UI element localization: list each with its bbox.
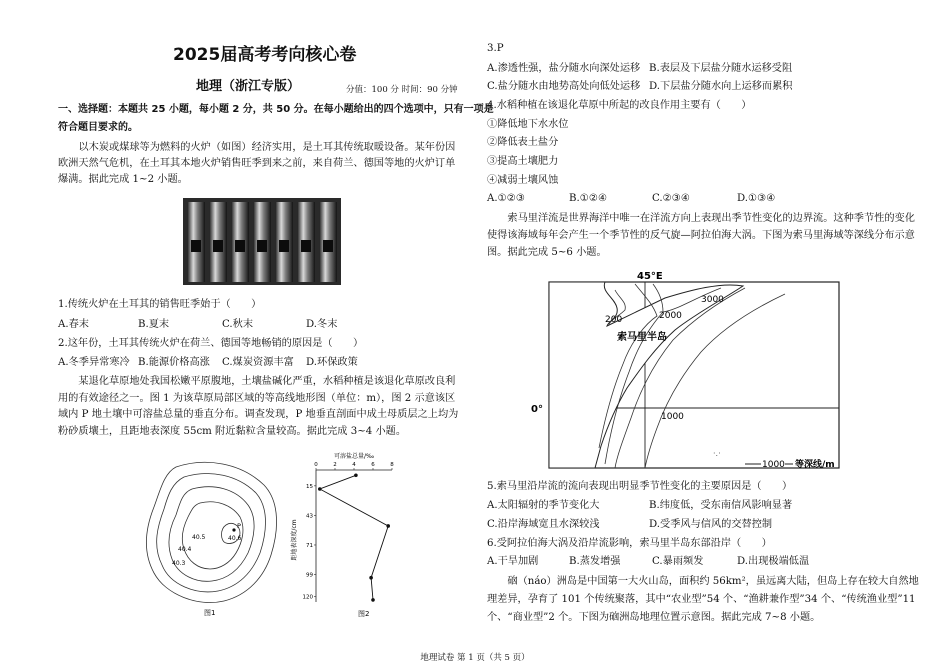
chart-y-tick-label: 15 — [306, 483, 313, 490]
q4-item-4: ④减弱土壤风蚀 — [487, 175, 559, 186]
q2-option-c[interactable]: C.煤炭资源丰富 — [222, 357, 294, 368]
chart-y-axis-label: 距地表深度/cm — [291, 519, 298, 561]
q5-option-a[interactable]: A.太阳辐射的季节变化大 — [487, 500, 600, 511]
q4-item-3: ③提高土壤肥力 — [487, 156, 559, 167]
figure-2-salt-profile-chart — [286, 450, 402, 622]
map-longitude-label: 45°E — [637, 271, 663, 282]
fig1-point-p: P — [237, 522, 241, 530]
q2-option-a[interactable]: A.冬季异常寒冷 — [58, 357, 130, 368]
stove-door — [323, 240, 333, 252]
q6-option-c[interactable]: C.暴雨频发 — [652, 556, 704, 567]
chart-x-tick-label: 0 — [314, 462, 318, 468]
q6-option-b[interactable]: B.蒸发增强 — [569, 556, 621, 567]
somali-bathymetry-map — [531, 268, 845, 476]
exam-title: 2025届高考考向核心卷 — [173, 45, 357, 65]
map-legend-label: 等深线/m — [795, 460, 835, 470]
q5-option-c[interactable]: C.沿岸海域宽且水深较浅 — [487, 519, 600, 530]
chart-point — [318, 487, 322, 491]
q5-stem: 5.索马里沿岸流的流向表现出明显季节性变化的主要原因是（ ） — [487, 481, 793, 492]
stove-door — [191, 240, 201, 252]
fig1-label-406: 40.6 — [228, 535, 242, 542]
stove-door — [257, 240, 267, 252]
map-depth-1000: 1000 — [661, 412, 684, 422]
q4-option-b[interactable]: B.①②④ — [569, 193, 608, 204]
chart-y-tick-label: 120 — [302, 594, 313, 601]
q3-option-c[interactable]: C.盐分随水由地势高处向低处运移 — [487, 81, 641, 92]
chart-point — [354, 473, 358, 477]
q2-option-d[interactable]: D.环保政策 — [306, 357, 358, 368]
map-peninsula-label: 索马里半岛 — [617, 332, 667, 343]
q1-option-b[interactable]: B.夏末 — [138, 319, 170, 330]
fig1-label-405: 40.5 — [192, 534, 206, 541]
q4-item-2: ②降低表土盐分 — [487, 137, 559, 148]
chart-series-line — [320, 475, 388, 600]
q1-option-d[interactable]: D.冬末 — [306, 319, 338, 330]
q5-option-b[interactable]: B.纬度低，受东南信风影响显著 — [649, 500, 793, 511]
section-heading-line1: 一、选择题：本题共 25 小题，每小题 2 分，共 50 分。在每小题给出的四个选项中，只有一项是 — [58, 104, 494, 115]
q6-stem: 6.受阿拉伯海大涡及沿岸流影响，索马里半岛东部沿岸（ ） — [487, 538, 772, 549]
page-footer: 地理试卷 第 1 页（共 5 页） — [420, 653, 530, 663]
q1-stem: 1.传统火炉在土耳其的销售旺季始于（ ） — [58, 299, 262, 310]
score-time: 分值：100 分 时间：90 分钟 — [346, 85, 458, 95]
q3-stem: 3.P — [487, 43, 504, 54]
q1-option-c[interactable]: C.秋末 — [222, 319, 254, 330]
map-depth-3000: 3000 — [701, 295, 724, 305]
fig1-label-404: 40.4 — [178, 546, 192, 553]
exam-subtitle: 地理（浙江专版） — [196, 79, 301, 94]
chart-x-tick-label: 6 — [371, 462, 375, 468]
chart-x-tick-label: 2 — [333, 462, 337, 468]
fig1-label-403: 40.3 — [172, 560, 186, 567]
chart-point — [371, 598, 375, 602]
map-depth-200: 200 — [605, 315, 623, 325]
stove-door — [235, 240, 245, 252]
q6-option-d[interactable]: D.出现极端低温 — [737, 556, 810, 567]
passage-3: 索马里洋流是世界海洋中唯一在洋流方向上表现出季节性变化的边界流。这种季节性的变化使得该海域每年会产生一个季节性的反气旋—阿拉伯海大涡。下图为索马里海域等深线分布示意图。据此完成 5~6 小题。 — [487, 213, 915, 258]
q4-option-a[interactable]: A.①②③ — [487, 193, 525, 204]
figure-1-contour-map — [136, 455, 286, 617]
stove-photo — [183, 198, 341, 285]
q4-stem: 4.水稻种植在该退化草原中所起的改良作用主要有（ ） — [487, 100, 752, 111]
q1-option-a[interactable]: A.春末 — [58, 319, 89, 330]
chart-y-tick-label: 43 — [306, 513, 313, 520]
q2-option-b[interactable]: B.能源价格高涨 — [138, 357, 210, 368]
map-marks: ·.· — [713, 449, 721, 458]
map-latitude-label: 0° — [531, 404, 543, 415]
passage-4: 硇（náo）洲岛是中国第一大火山岛，面积约 56km²，虽远离大陆，但岛上存在较大自然地理差异，孕育了 101 个传统聚落，其中“农业型”54 个、“渔耕兼作型”34 个、“传统渔业型”11 个、“商业型”2 个。下图为硇洲岛地理位置示意图。据此完成 7~8 小题。 — [487, 576, 919, 623]
chart-y-tick-label: 99 — [306, 572, 313, 579]
chart-point — [386, 524, 390, 528]
stove-door — [279, 240, 289, 252]
q3-option-d[interactable]: D.下层盐分随水向上运移而累积 — [649, 81, 793, 92]
q3-option-a[interactable]: A.渗透性强，盐分随水向深处运移 — [487, 63, 641, 74]
chart-x-tick-label: 4 — [352, 462, 356, 468]
q5-option-d[interactable]: D.受季风与信风的交替控制 — [649, 519, 773, 530]
q4-option-c[interactable]: C.②③④ — [652, 193, 691, 204]
passage-1: 以木炭或煤球等为燃料的火炉（如图）经济实用，是土耳其传统取暖设备。某年份因欧洲天然气危机，在土耳其本地火炉销售旺季到来之前，来自荷兰、德国等地的火炉订单爆满。据此完成 1~2 小题。 — [58, 142, 456, 185]
q2-stem: 2.这年份，土耳其传统火炉在荷兰、德国等地畅销的原因是（ ） — [58, 338, 364, 349]
q6-option-a[interactable]: A.干旱加剧 — [487, 556, 539, 567]
stove-door — [301, 240, 311, 252]
chart-point — [369, 576, 373, 580]
stove-door — [213, 240, 223, 252]
map-legend-value: 1000 — [762, 460, 785, 470]
chart-x-axis-label: 可溶盐总量/‰ — [333, 453, 375, 460]
section-heading-line2: 符合题目要求的。 — [58, 122, 138, 133]
fig2-caption: 图2 — [358, 610, 370, 618]
chart-x-tick-label: 8 — [390, 462, 394, 468]
fig1-caption: 图1 — [204, 609, 216, 617]
map-depth-2000: 2000 — [659, 311, 682, 321]
q4-item-1: ①降低地下水水位 — [487, 119, 569, 130]
chart-y-tick-label: 71 — [306, 542, 313, 549]
passage-2: 某退化草原地处我国松嫩平原腹地，土壤盐碱化严重，水稻种植是该退化草原改良利用的有效途径之一。图 1 为该草原局部区域的等高线地形图（单位：m），图 2 示意该区域内 P 地土壤中可溶盐总量的垂直分布。调查发现，P 地垂直剖面中成土母质层之上均为粉砂质壤土，且距地表深度 55cm 附近黏粒含量较高。据此完成 3~4 小题。 — [58, 376, 459, 437]
q3-option-b[interactable]: B.表层及下层盐分随水运移受阻 — [649, 63, 793, 74]
q4-option-d[interactable]: D.①③④ — [737, 193, 776, 204]
